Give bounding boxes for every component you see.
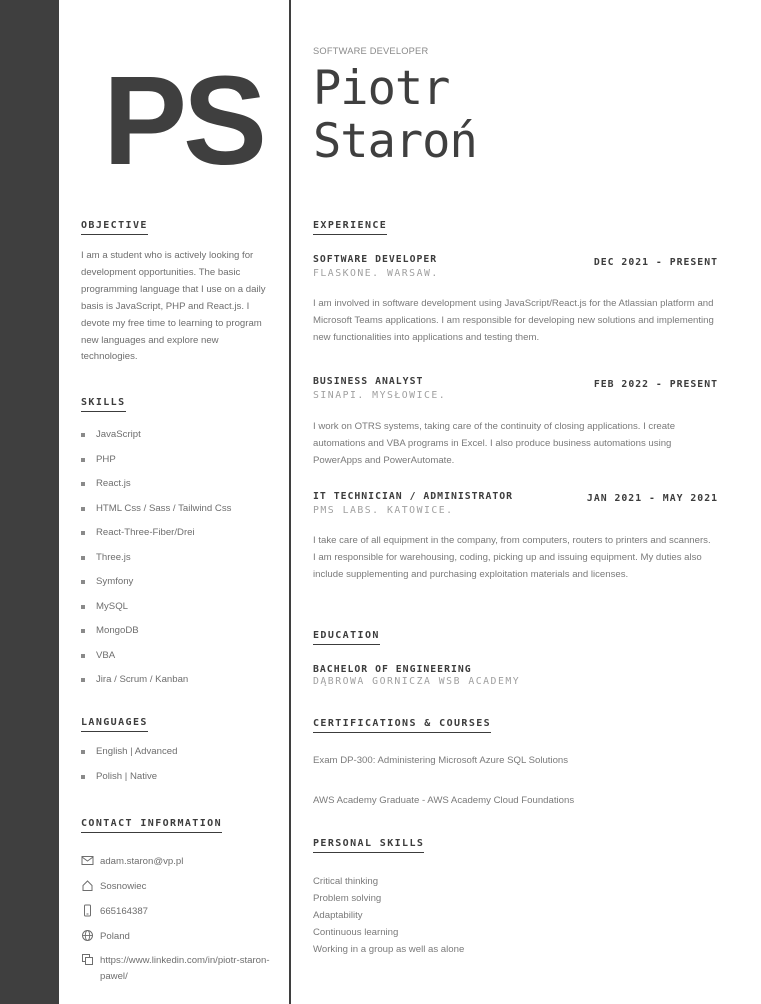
personal-skills-list (313, 874, 464, 959)
education-heading: EDUCATION (313, 630, 380, 645)
link-icon (81, 953, 94, 966)
job-date: FEB 2022 - PRESENT (593, 379, 718, 390)
city-text: Sosnowiec (100, 881, 147, 892)
school-name: DĄBROWA GORNICZA WSB ACADEMY (313, 676, 521, 687)
job-company: SINAPI. MYSŁOWICE. (313, 390, 447, 401)
skills-list (81, 429, 231, 699)
skill-item: MySQL (81, 601, 231, 626)
skill-item: JavaScript (81, 429, 231, 454)
linkedin-link[interactable]: https://www.linkedin.com/in/piotr-staron-pawel/ (100, 955, 270, 982)
degree-title: BACHELOR OF ENGINEERING (313, 664, 472, 675)
job-description: I am involved in software development using JavaScript/React.js for the Atlassian platform and Microsoft Teams applications. I am responsible for developing new solutions and implementing new functionalities into applications and testing them. (313, 298, 714, 343)
mail-icon (81, 854, 94, 867)
job-title: SOFTWARE DEVELOPER (313, 254, 438, 265)
contact-city-row (81, 879, 271, 904)
last-name: Staroń (313, 114, 477, 169)
language-item: English | Advanced (81, 746, 177, 771)
job-description: I take care of all equipment in the company, from computers, routers to printers and scanners. I am responsible for warehousing, coding, picking up and issuing equipment. My duties also include supplementing and purchasing exploitation materials and licenses. (313, 535, 711, 580)
languages-heading: LANGUAGES (81, 717, 148, 732)
full-name (313, 62, 477, 168)
contact-info (81, 854, 271, 985)
job-title: IT TECHNICIAN / ADMINISTRATOR (313, 491, 514, 502)
personal-skill-item: Critical thinking (313, 876, 379, 887)
sidebar-accent-bar (0, 0, 59, 1004)
home-icon (81, 879, 94, 892)
monogram: PS (103, 50, 264, 191)
personal-skill-item: Adaptability (313, 909, 363, 921)
skill-item: PHP (81, 454, 231, 479)
job-company: PMS LABS. KATOWICE. (313, 505, 454, 516)
job-role-label: SOFTWARE DEVELOPER (313, 46, 429, 56)
certifications-heading: CERTIFICATIONS & COURSES (313, 718, 491, 733)
first-name: Piotr (313, 61, 450, 116)
personal-skill-item: Working in a group as well as alone (313, 943, 465, 955)
experience-heading: EXPERIENCE (313, 220, 387, 235)
personal-skills-heading: PERSONAL SKILLS (313, 838, 424, 853)
skill-item: VBA (81, 650, 231, 675)
job-description: I work on OTRS systems, taking care of the continuity of closing applications. I create automations and VBA programs in Excel. I also produce business automations using PowerApps and PowerAutomate. (313, 421, 676, 466)
language-item: Polish | Native (81, 771, 177, 796)
country-text: Poland (100, 931, 130, 942)
contact-email-row (81, 854, 271, 879)
phone-icon (81, 904, 94, 917)
skill-item: Symfony (81, 576, 231, 601)
globe-icon (81, 929, 94, 942)
objective-heading: OBJECTIVE (81, 220, 148, 235)
personal-skill-item: Problem solving (313, 892, 382, 904)
column-divider (289, 0, 291, 1004)
contact-heading: CONTACT INFORMATION (81, 818, 222, 833)
phone-text: 665164387 (100, 906, 149, 917)
certification-item: AWS Academy Graduate - AWS Academy Cloud Foundations (313, 795, 575, 806)
contact-phone-row (81, 904, 271, 929)
skill-item: MongoDB (81, 625, 231, 650)
contact-country-row (81, 929, 271, 953)
skills-heading: SKILLS (81, 397, 126, 412)
job-title: BUSINESS ANALYST (313, 376, 424, 387)
job-date: DEC 2021 - PRESENT (593, 257, 718, 268)
personal-skill-item: Continuous learning (313, 926, 399, 938)
skill-item: Jira / Scrum / Kanban (81, 674, 231, 699)
objective-text: I am a student who is actively looking for development opportunities. The basic programming language that I use on a daily basis is JavaScript, PHP and React.js. I devote my free time to learning to program new languages and explore new technologies. (81, 250, 266, 363)
certification-item: Exam DP-300: Administering Microsoft Azure SQL Solutions (313, 755, 569, 766)
languages-list (81, 746, 177, 795)
job-date: JAN 2021 - MAY 2021 (586, 493, 718, 504)
contact-linkedin-row (81, 953, 271, 985)
skill-item: React-Three-Fiber/Drei (81, 527, 231, 552)
skill-item: React.js (81, 478, 231, 503)
email-link[interactable]: adam.staron@vp.pl (100, 856, 184, 867)
skill-item: Three.js (81, 552, 231, 577)
skill-item: HTML Css / Sass / Tailwind Css (81, 503, 231, 528)
job-company: FLASKONE. WARSAW. (313, 268, 439, 279)
